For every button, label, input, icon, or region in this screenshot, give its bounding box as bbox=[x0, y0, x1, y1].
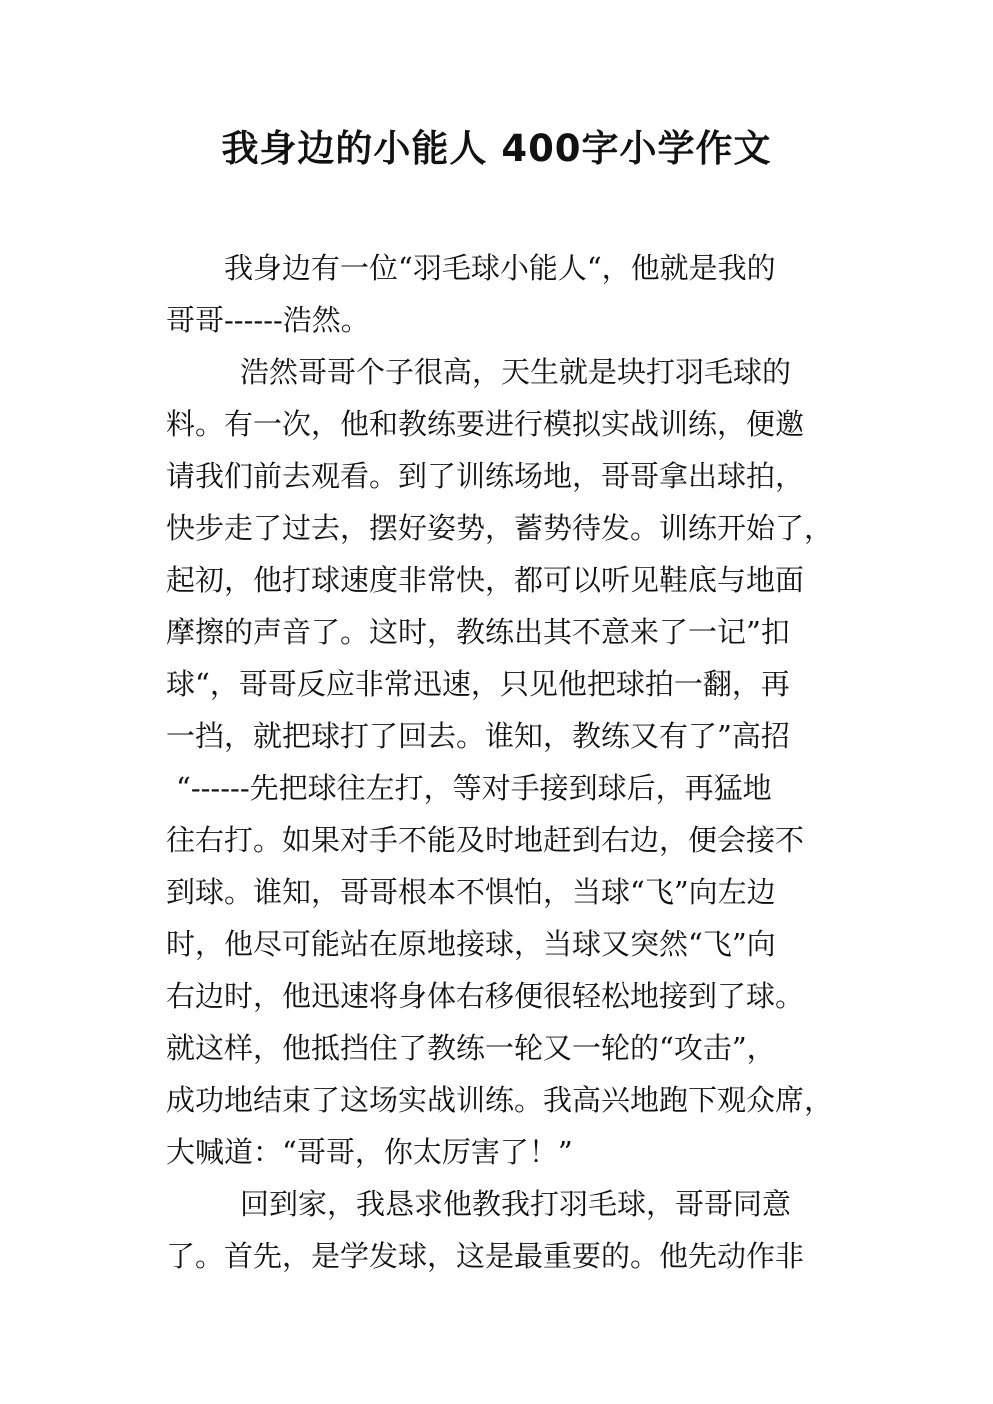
text-line: 时，他尽可能站在原地接球，当球又突然“飞”向 bbox=[166, 927, 776, 961]
text-line: 球“，哥哥反应非常迅速，只见他把球拍一翻，再 bbox=[166, 667, 790, 701]
text-line: 料。有一次，他和教练要进行模拟实战训练，便邀 bbox=[166, 407, 805, 441]
text-line: 右边时，他迅速将身体右移便很轻松地接到了球。 bbox=[166, 979, 805, 1013]
text-line: 就这样，他抵挡住了教练一轮又一轮的“攻击”， bbox=[166, 1031, 776, 1065]
text-line: 我身边有一位“羽毛球小能人“，他就是我的 bbox=[224, 251, 776, 285]
text-line: 哥哥------浩然。 bbox=[166, 303, 370, 337]
text-line: 成功地结束了这场实战训练。我高兴地跑下观众席， bbox=[166, 1083, 834, 1117]
text-line: 大喊道：“哥哥，你太厉害了！” bbox=[166, 1135, 573, 1169]
text-line: 一挡，就把球打了回去。谁知，教练又有了”高招 bbox=[166, 719, 790, 753]
page-title: 我身边的小能人 400字小学作文 bbox=[221, 127, 772, 170]
text-line: 快步走了过去，摆好姿势，蓄势待发。训练开始了， bbox=[166, 511, 834, 545]
text-line: 了。首先，是学发球，这是最重要的。他先动作非 bbox=[166, 1239, 805, 1273]
text-line: 回到家，我恳求他教我打羽毛球，哥哥同意 bbox=[240, 1187, 792, 1221]
text-line: 请我们前去观看。到了训练场地，哥哥拿出球拍， bbox=[166, 459, 805, 493]
text-line: 到球。谁知，哥哥根本不惧怕，当球“飞”向左边 bbox=[166, 875, 776, 909]
text-line: 浩然哥哥个子很高，天生就是块打羽毛球的 bbox=[240, 355, 792, 389]
text-line: 起初，他打球速度非常快，都可以听见鞋底与地面 bbox=[166, 563, 805, 597]
text-line: 往右打。如果对手不能及时地赶到右边，便会接不 bbox=[166, 823, 805, 857]
text-line: 摩擦的声音了。这时，教练出其不意来了一记”扣 bbox=[166, 615, 790, 649]
text-line: “------先把球往左打，等对手接到球后，再猛地 bbox=[176, 771, 772, 805]
